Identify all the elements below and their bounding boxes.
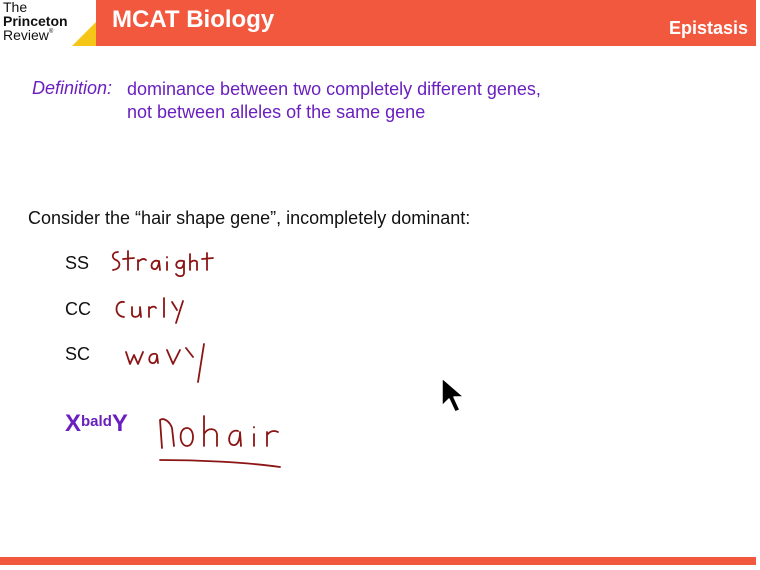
- handwriting-curly: [110, 296, 198, 324]
- logo-line-2: Princeton: [3, 13, 68, 29]
- definition-label: Definition:: [32, 78, 113, 98]
- genotype-ss: SS: [65, 253, 90, 273]
- xbald-superscript: bald: [81, 413, 112, 430]
- handwriting-wavy: [120, 340, 216, 386]
- consider-statement: Consider the “hair shape gene”, incompletely dominant:: [28, 208, 471, 228]
- handwriting-no-hair: [152, 414, 288, 472]
- logo-line-1: The: [3, 0, 28, 15]
- genotype-x-bald-y: [65, 410, 128, 438]
- mouse-cursor-icon: [440, 376, 470, 416]
- genotype-sc: SC: [65, 344, 91, 364]
- definition-text: [127, 78, 627, 124]
- logo-line-3: [3, 28, 53, 42]
- princeton-review-logo: [0, 0, 96, 46]
- logo-registered-mark: ®: [48, 29, 54, 35]
- genotype-cc: CC: [65, 299, 91, 319]
- header-bar: [0, 0, 756, 46]
- definition-text-line-2: not between alleles of the same gene: [127, 102, 426, 122]
- handwriting-straight: [108, 248, 220, 278]
- course-title: MCAT Biology: [112, 6, 275, 33]
- xbald-base: X: [65, 410, 82, 437]
- definition-text-line-1: dominance between two completely different genes,: [127, 79, 541, 99]
- xbald-suffix: Y: [111, 410, 128, 437]
- logo-accent-triangle: [72, 22, 96, 46]
- footer-bar: [0, 557, 756, 565]
- logo-line-3-text: Review: [3, 27, 49, 43]
- topic-title: Epistasis: [668, 18, 748, 38]
